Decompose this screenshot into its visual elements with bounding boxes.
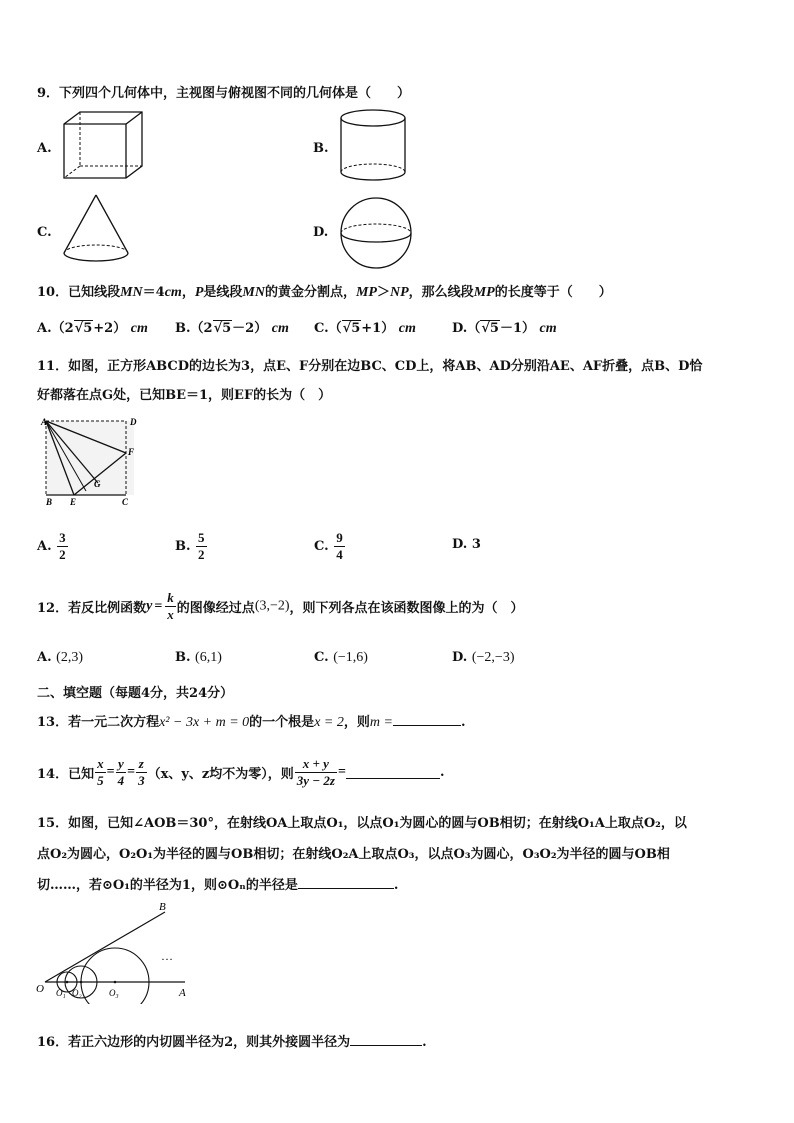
q13-stem: 13．若一元二次方程x² − 3x + m = 0的一个根是x = 2，则m = .	[37, 715, 466, 730]
q11-stem-line2: 好都落在点G处，已知BE＝1，则EF的长为（ ）	[37, 388, 332, 403]
label-a: A	[41, 417, 48, 427]
q16-answer-blank[interactable]	[350, 1033, 422, 1046]
label-o3: O₃	[109, 988, 119, 998]
label-c: C	[122, 497, 129, 507]
q12-option-b: B. (6,1)	[175, 650, 222, 665]
q15-stem-line1: 15．如图，已知∠AOB＝30°，在射线OA上取点O₁，以点O₁为圆心的圆与OB相切；在射线O₁A上取点O₂，以	[37, 816, 687, 831]
sqrt-icon: √5	[213, 321, 232, 336]
q14-stem: 14．已知 $\frac{x}{5}$ = $\frac{y}{4}$ = $\frac{z}{3}$ （x、y、z均不为零），则 $\frac{x + y}{3y - 2z}$ = .	[37, 756, 445, 788]
q15-stem-line3: 切……，若⊙O₁的半径为1，则⊙Oₙ的半径是 .	[37, 878, 399, 893]
label-a: A	[179, 987, 186, 999]
sphere-figure	[338, 196, 414, 270]
q9-option-c-label: C.	[37, 225, 52, 240]
q11-option-d: D. 3	[452, 537, 481, 552]
q10-option-d: D.（√5－1） cm	[452, 321, 557, 336]
section-heading: 二、填空题（每题4分，共24分）	[37, 686, 234, 701]
cylinder-figure	[336, 108, 410, 186]
label-e: E	[70, 497, 77, 507]
sqrt-icon: √5	[481, 321, 499, 336]
q10-stem: 10．已知线段MN＝4cm，P是线段MN的黄金分割点，MP＞NP，那么线段MP的长度等于（ ）	[37, 285, 612, 300]
q11-option-a: A. $\frac{3}{2}$	[37, 530, 66, 562]
q12-stem: 12．若反比例函数y = $\frac{k}{x}$ 的图像经过点(3,−2)，则下列各点在该函数图像上的为（ ）	[37, 590, 524, 622]
label-f: F	[128, 447, 135, 457]
sqrt-icon: √5	[74, 321, 93, 336]
q9-stem: 9．下列四个几何体中，主视图与俯视图不同的几何体是（ ）	[37, 86, 411, 101]
q14-answer-blank[interactable]	[346, 766, 440, 779]
q12-option-a: A. (2,3)	[37, 650, 83, 665]
q13-answer-blank[interactable]	[393, 713, 461, 726]
q9-option-a-label: A.	[37, 141, 52, 156]
q10-option-b: B.（2√5－2） cm	[175, 321, 289, 336]
label-b: B	[159, 901, 166, 913]
label-b: B	[46, 497, 53, 507]
label-g: G	[94, 479, 101, 489]
q11-option-b: B. $\frac{5}{2}$	[175, 530, 205, 562]
square-fold-figure	[38, 413, 144, 509]
ellipsis-mark: …	[161, 949, 173, 963]
q15-stem-line2: 点O₂为圆心，O₂O₁为半径的圆与OB相切；在射线O₂A上取点O₃，以点O₃为圆心，O₃O₂为半径的圆与OB相	[37, 847, 670, 862]
label-o: O	[36, 983, 44, 995]
label-o1: O₁	[56, 988, 66, 998]
q15-answer-blank[interactable]	[298, 876, 394, 889]
q9-option-d-label: D.	[313, 225, 329, 240]
q10-option-a: A.（2√5+2） cm	[37, 321, 148, 336]
q11-stem-line1: 11．如图，正方形ABCD的边长为3，点E、F分别在边BC、CD上，将AB、AD分别沿AE、AF折叠，点B、D恰	[37, 359, 703, 374]
label-o2: O₂	[72, 988, 82, 998]
q12-option-d: D. (−2,−3)	[452, 650, 515, 665]
q16-stem: 16．若正六边形的内切圆半径为2，则其外接圆半径为 .	[37, 1035, 427, 1050]
cone-figure	[60, 193, 132, 265]
tangent-circles-figure	[33, 898, 203, 1004]
label-d: D	[130, 417, 137, 427]
cube-figure	[60, 110, 148, 185]
q12-option-c: C. (−1,6)	[314, 650, 368, 665]
q10-option-c: C.（√5+1） cm	[314, 321, 416, 336]
q11-option-c: C. $\frac{9}{4}$	[314, 530, 343, 562]
q9-option-b-label: B.	[313, 141, 329, 156]
sqrt-icon: √5	[342, 321, 361, 336]
